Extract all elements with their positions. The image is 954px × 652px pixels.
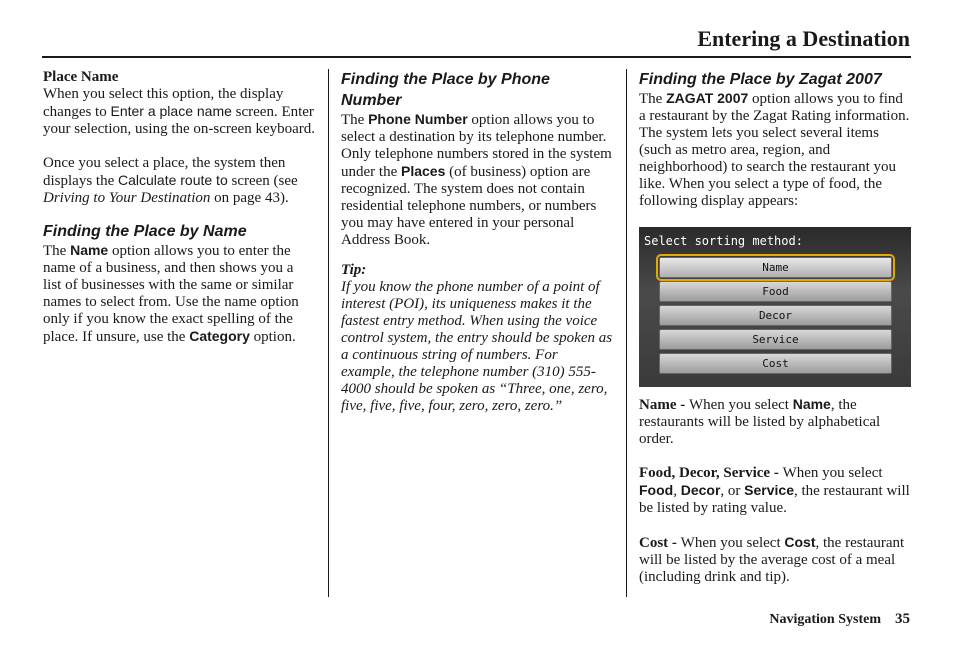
column-divider <box>328 69 329 597</box>
page-footer <box>769 611 910 628</box>
header-rule <box>42 56 911 58</box>
zagat-description: The system lets you select several items (such as metro area, region, and neighborhood) to search the restaurant you like. When you select a type of food, the following display appears: <box>639 125 896 209</box>
tip-text: If you know the phone number of a point of interest (POI), its uniqueness makes it the fastest entry method. When using the voice control system, the entry should be spoken as a continuous string of numbers. For example, the telephone number (310) 555-4000 should be spoken as “Three, one, zero, five, five, five, four, zero, zero, zero.” <box>341 279 613 414</box>
screen-heading: Select sorting method: <box>644 234 803 248</box>
column-right <box>639 69 911 586</box>
sorting-screen-image <box>639 227 911 387</box>
menu-item-service: Service <box>659 329 892 350</box>
page-title: Entering a Destination <box>697 26 910 51</box>
food-decor-service-paragraph: Food, Decor, Service - When you select Food, Decor, or Service, the restaurant will be listed by rating value. <box>639 465 910 516</box>
menu-item-name: Name <box>659 257 892 278</box>
find-by-phone-paragraph: The Phone Number option allows you to select a destination by its telephone number. Only telephone numbers stored in the system under the Places (of business) option are recognized. The system does not contain residential telephone numbers, or numbers you may have entered in your personal Address Book. <box>341 111 612 248</box>
find-by-name-heading: Finding the Place by Name <box>43 223 247 240</box>
find-by-phone-heading: Finding the Place by Phone Number <box>341 71 550 109</box>
find-by-zagat-heading: Finding the Place by Zagat 2007 <box>639 71 882 88</box>
column-middle <box>341 69 613 415</box>
place-name-heading: Place Name <box>43 69 119 85</box>
footer-label: Navigation System <box>769 612 881 627</box>
menu-item-food: Food <box>659 281 892 302</box>
cost-sort-paragraph: Cost - When you select Cost, the restaurant will be listed by the average cost of a meal (including drink and tip). <box>639 534 905 585</box>
sorting-menu <box>659 257 892 377</box>
column-left <box>43 69 315 346</box>
calculate-route-paragraph: Once you select a place, the system then displays the Calculate route to screen (see Driving to Your Destination on page 43). <box>43 155 298 206</box>
column-divider <box>626 69 627 597</box>
menu-item-cost: Cost <box>659 353 892 374</box>
name-sort-paragraph: Name - When you select Name, the restaurants will be listed by alphabetical order. <box>639 396 881 447</box>
menu-item-decor: Decor <box>659 305 892 326</box>
find-by-name-paragraph: The Name option allows you to enter the name of a business, and then shows you a list of businesses with the same or similar names to select from. Use the name option only if you know the exact spelling of the place. If unsure, use the Category option. <box>43 242 299 345</box>
tip-label: Tip: <box>341 262 367 278</box>
place-name-paragraph: When you select this option, the display changes to Enter a place name screen. Enter your selection, using the on-screen keyboard. <box>43 86 315 137</box>
zagat-paragraph: The ZAGAT 2007 option allows you to find a restaurant by the Zagat Rating information. <box>639 90 910 124</box>
page-number: 35 <box>895 611 910 627</box>
